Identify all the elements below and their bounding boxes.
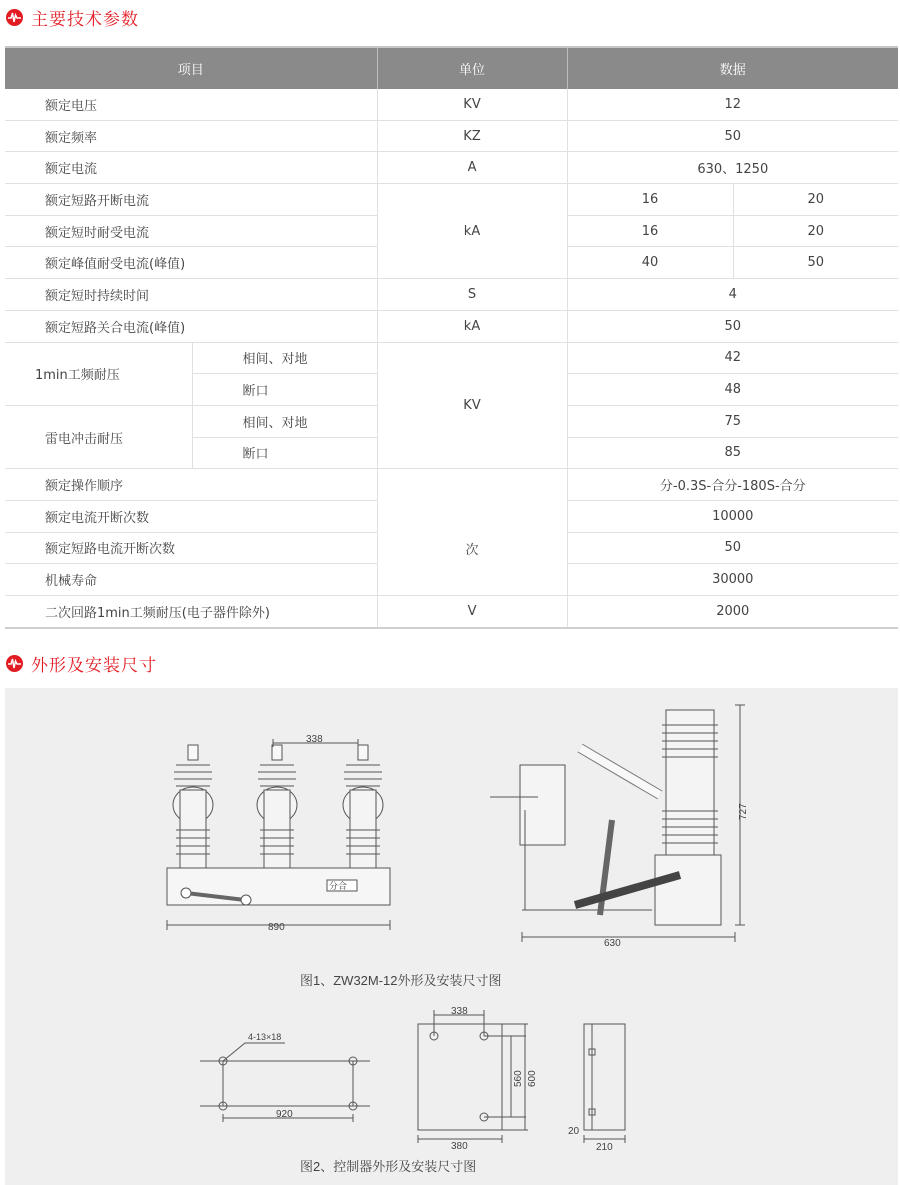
breaker-front-view [167,734,390,933]
pole [257,745,297,868]
table-row: 额定频率 KZ 50 [5,120,898,152]
mounting-holes-view [200,1032,370,1122]
table-row: 雷电冲击耐压 相间、对地 75 [5,405,898,437]
table-row: 二次回路1min工频耐压(电子器件除外) V 2000 [5,596,898,628]
table-row: 额定电压 KV 12 [5,89,898,120]
table-row: 1min工频耐压 相间、对地 KV 42 [5,342,898,374]
dim-600: 600 [527,1070,538,1087]
table-row: 额定操作顺序 次 分-0.3S-合分-180S-合分 [5,469,898,501]
header-item: 项目 [5,47,377,89]
dim-338: 338 [306,734,323,745]
table-row: 额定短时耐受电流 16 20 [5,215,898,247]
table-row: 断口 85 [5,437,898,469]
table-row: 额定短路关合电流(峰值) kA 50 [5,310,898,342]
section-title-specs: 主要技术参数 [6,5,139,30]
dim-380: 380 [451,1141,468,1152]
breaker-side-view [490,705,749,949]
table-row: 额定短路电流开断次数 50 [5,532,898,564]
table-row: 额定电流 A 630、1250 [5,152,898,184]
dim-338b: 338 [451,1006,468,1017]
dim-727: 727 [738,803,749,820]
pole [343,745,383,868]
dim-890: 890 [268,922,285,933]
figure2-caption: 图2、控制器外形及安装尺寸图 [300,1159,477,1174]
controller-side-view [568,1024,625,1153]
panel-label: 分合 [329,881,348,891]
dim-210: 210 [596,1142,613,1153]
table-row: 额定短时持续时间 S 4 [5,279,898,311]
controller-front-view [418,1006,538,1152]
section-title-dimensions: 外形及安装尺寸 [6,651,157,676]
dim-holes: 4-13×18 [248,1032,282,1042]
table-row: 额定电流开断次数 10000 [5,500,898,532]
header-value: 数据 [567,47,898,89]
table-row: 额定短路开断电流 kA 16 20 [5,184,898,216]
table-row: 断口 48 [5,374,898,406]
table-row: 机械寿命 30000 [5,564,898,596]
dim-630: 630 [604,938,621,949]
table-row: 额定峰值耐受电流(峰值) 40 50 [5,247,898,279]
dim-920: 920 [276,1109,293,1120]
dim-560: 560 [513,1070,524,1087]
figure1-caption: 图1、ZW32M-12外形及安装尺寸图 [300,973,502,988]
pole [173,745,213,868]
dim-20: 20 [568,1126,580,1137]
header-unit: 单位 [377,47,567,89]
